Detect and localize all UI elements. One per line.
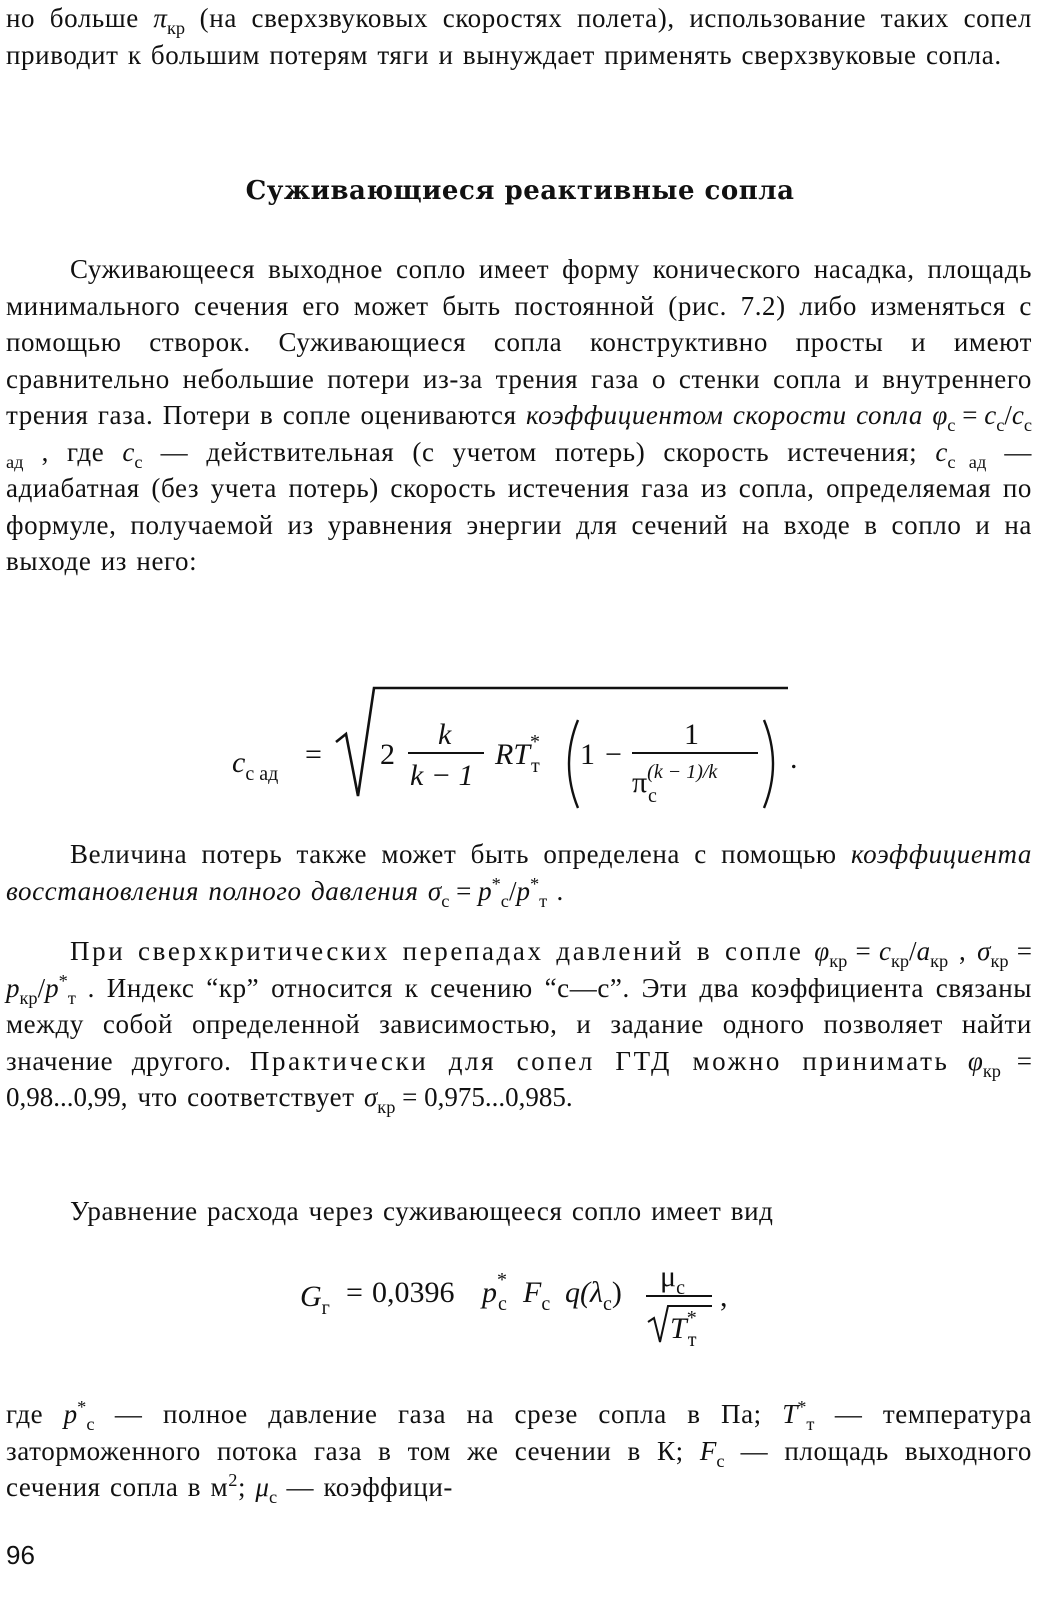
svg-text:q(λс): $q(\lambda_с)$ [565, 1276, 622, 1315]
text: где [6, 1399, 64, 1429]
page-number: 96 [6, 1540, 35, 1570]
paragraph-where-definitions [6, 1396, 1032, 1506]
text: , где [23, 436, 123, 467]
radical-sign [336, 688, 788, 796]
formula-mass-flow-svg [0, 1250, 1058, 1360]
formula-adiabatic-velocity [0, 672, 1058, 822]
text: но больше [6, 3, 154, 33]
text: — полное давление газа на срезе сопла в Па; [94, 1399, 783, 1429]
top-paragraph [6, 0, 1032, 73]
inline-symbol-p-c: $p^*_с$ [63, 1396, 95, 1434]
svg-text:с: с [648, 785, 657, 807]
paragraph-flow-equation-intro: Уравнение расхода через суживающееся сопло имеет вид [70, 1196, 774, 1226]
inline-symbol-c-c-ad: $c_{с ад}$ [935, 436, 987, 472]
paragraph-supercritical [6, 933, 1032, 1116]
text: , что соответствует [120, 1082, 364, 1112]
svg-text:.: . [790, 742, 798, 775]
inline-value-sigma-kr: $\sigma_{кр} = 0,975...0,985$. [363, 1082, 573, 1117]
text: (на сверхзвуковых скоростях полета), использование таких сопел приводит к большим потерям тяги и вынуждает применять сверхзвуковые сопла. [6, 3, 1032, 70]
text: — площадь выходного сечения сопла в м [6, 1435, 1032, 1502]
text: . [547, 875, 564, 906]
term-pressure-recovery-coefficient: коэффициента восстановления полного давления [6, 839, 1032, 906]
svg-text:1: 1 [684, 718, 699, 751]
inline-value-phi-kr: $\varphi_{кр} = 0,98...0,99$ [6, 1045, 1033, 1112]
inline-symbol-mu-c: $\mu_с$ [255, 1472, 278, 1507]
inline-symbol-t-t: $T^*_т$ [782, 1396, 815, 1434]
right-parenthesis [764, 720, 773, 808]
inline-symbol-f-c: $F_с$ [699, 1435, 725, 1471]
svg-text:=: = [305, 738, 322, 771]
svg-text:p*с: p* с [482, 1269, 507, 1315]
text: , [948, 936, 978, 966]
svg-text:T*т: T* т [670, 1307, 697, 1351]
svg-text:μс: $\mu_с$ [660, 1260, 685, 1299]
inline-formula-phi-kr: $\varphi_{кр} = c_{кр}/a_{кр}$ [814, 936, 949, 971]
svg-text:2: 2 [380, 738, 395, 771]
svg-text:cс ад: $c_{с ад}$ [232, 746, 279, 785]
inline-formula-sigma-c: $\sigma_с = p^*_с/p^*_т$ [427, 873, 548, 911]
text: — действительная (с учетом потерь) скорость истечения; [142, 436, 936, 467]
paragraph-converging-nozzle [6, 251, 1032, 580]
svg-text:,: , [720, 1280, 728, 1313]
text: ; [237, 1472, 256, 1502]
section-heading: Суживающиеся реактивные сопла [245, 176, 795, 206]
text: — коэффици- [277, 1472, 454, 1502]
inline-formula-sigma-kr: $\sigma_{кр} = p_{кр}/p^*_т$ [6, 936, 1033, 1008]
svg-text:−: − [605, 738, 622, 771]
term-velocity-coefficient: коэффициентом скорости сопла [525, 400, 923, 430]
svg-text:1: 1 [580, 738, 595, 771]
inline-symbol-c-c: $c_с$ [122, 436, 143, 472]
svg-text:k − 1: k − 1 [410, 759, 474, 792]
text: Суживающееся выходное сопло имеет форму конического насадка, площадь минимального сечения его может быть постоянной (рис. 7.2) либо изменяться с помощью створок. Суживающиеся сопла конструктивно просты и имеют сравнительно небольшие потери из-за трения газа о стенки сопла и внутреннего трения газа. Потери в сопле оцениваются [6, 254, 1032, 430]
svg-text:k: k [438, 718, 452, 751]
svg-text:π(k − 1)/k: $\pi^{(k - 1)/k}$ [632, 761, 718, 799]
superscript-two: 2 [228, 1469, 238, 1490]
svg-text:RT*т: RT* т [495, 731, 541, 777]
svg-text:Gг: $G_г$ [300, 1280, 330, 1319]
text-spaced: При сверхкритических перепадах давлений в сопле [70, 936, 804, 966]
inline-formula-phi-c: $\varphi_с = c_с/c_{с ад}$ [6, 400, 1032, 472]
pi-kr-symbol: $\pi_{кр}$ [153, 3, 186, 38]
svg-text:0,0396: 0,0396 [372, 1276, 455, 1309]
formula-mass-flow [0, 1250, 1058, 1360]
text-spaced: Практически для сопел ГТД можно принимать [249, 1045, 950, 1076]
svg-text:Fс: $F_с$ [523, 1276, 551, 1315]
text: Величина потерь также может быть определена с помощью [70, 839, 851, 869]
text: . Индекс “кр” относится к сечению “с—с”. Эти два коэффициента связаны между собой определенной зависимостью, и задание одного позволяет найти значение другого. [6, 972, 1032, 1076]
left-parenthesis [569, 720, 578, 808]
text: — адиабатная (без учета потерь) скорость истечения газа из сопла, определяемая по формуле, получаемой из уравнения энергии для сечений на входе в сопло и на выходе из него: [6, 436, 1032, 576]
text: — температура заторможенного потока газа в том же сечении в К; [6, 1399, 1032, 1466]
paragraph-pressure-recovery [6, 836, 1032, 909]
formula-adiabatic-velocity-svg [0, 672, 1058, 822]
svg-text:=: = [346, 1276, 363, 1309]
